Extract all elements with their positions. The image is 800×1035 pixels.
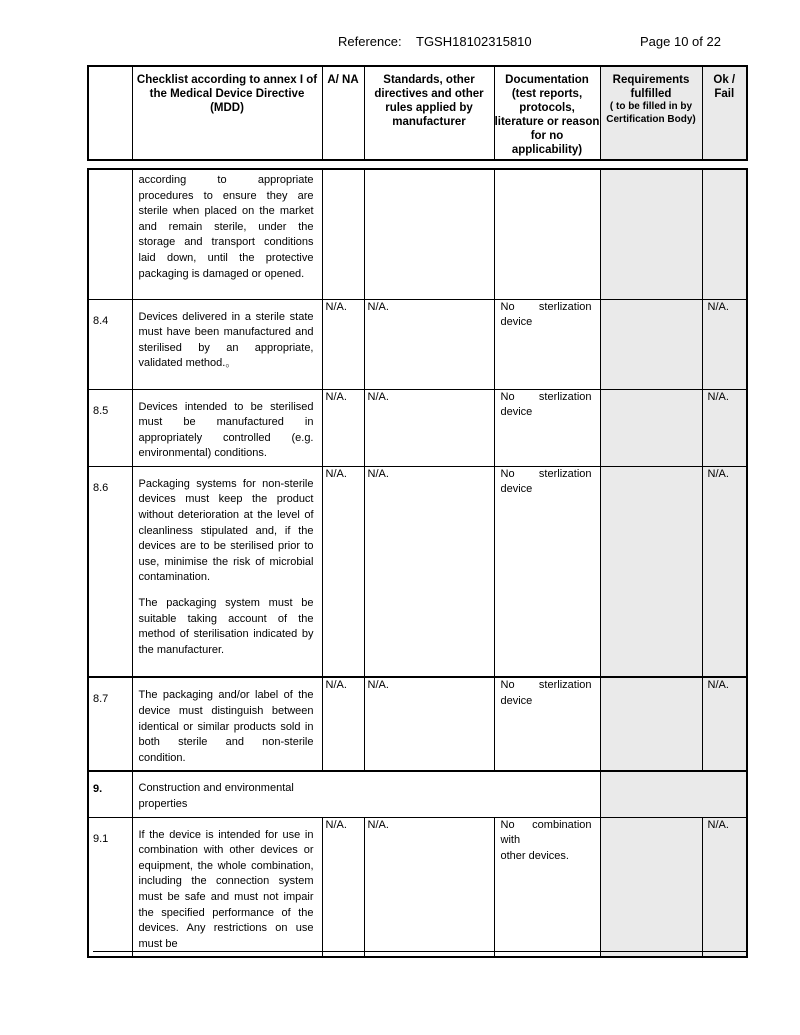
row-requirement-text: Devices intended to be sterilised must be manufactured in appropriately controlled (e.g. environmental) conditions.	[132, 389, 322, 466]
row-documentation	[494, 299, 600, 389]
row-requirements-fulfilled	[600, 169, 702, 299]
header-requirements-main: Requirements fulfilled	[612, 74, 690, 100]
page-header	[0, 34, 800, 52]
row-ana	[322, 169, 364, 299]
header-requirements-sub: ( to be filled in by Certification Body)	[606, 101, 696, 125]
row-standards: N/A.	[364, 299, 494, 389]
row-number: 8.4	[88, 299, 132, 389]
row-requirements-fulfilled	[600, 677, 702, 771]
reference-value: TGSH18102315810	[416, 34, 532, 49]
section-shade	[702, 771, 747, 817]
row-okfail: N/A.	[702, 677, 747, 771]
row-requirement-text: according to appropriate procedures to ensure they are sterile when placed on the market and remain sterile, under the storage and transport conditions laid down, until the protective packaging is damaged or opened.	[132, 169, 322, 299]
documentation-line: No sterlization	[500, 300, 592, 313]
row-standards: N/A.	[364, 677, 494, 771]
section-row	[88, 771, 747, 817]
section-number: 9.	[88, 771, 132, 817]
row-standards	[364, 169, 494, 299]
table-row	[88, 466, 747, 677]
row-requirement-text	[132, 466, 322, 677]
row-number: 8.6	[88, 466, 132, 677]
table-row	[88, 389, 747, 466]
documentation-tail: with	[500, 834, 521, 847]
documentation-line: No sterlization	[500, 679, 592, 692]
row-documentation	[494, 677, 600, 771]
page-number: Page 10 of 22	[640, 34, 721, 49]
row-standards: N/A.	[364, 466, 494, 677]
row-requirements-fulfilled	[600, 389, 702, 466]
row-standards: N/A.	[364, 389, 494, 466]
requirement-paragraph: The packaging system must be suitable taking account of the method of sterilisation indicated by the manufacturer.	[138, 597, 314, 656]
table-row	[88, 817, 747, 957]
row-standards: N/A.	[364, 817, 494, 957]
row-requirement-text: Devices delivered in a sterile state must have been manufactured and sterilised by an appropriate, validated method.。	[132, 299, 322, 389]
row-ana: N/A.	[322, 299, 364, 389]
row-documentation	[494, 169, 600, 299]
row-requirement-text: If the device is intended for use in combination with other devices or equipment, the whole combination, including the connection system must be safe and must not impair the specified performance of the devices. Any restrictions on use must be	[132, 817, 322, 957]
header-documentation: Documentation (test reports, protocols, literature or reason for no applicability)	[494, 66, 600, 160]
row-okfail: N/A.	[702, 817, 747, 957]
section-blank	[494, 771, 600, 817]
row-number: 8.5	[88, 389, 132, 466]
header-standards: Standards, other directives and other rules applied by manufacturer	[364, 66, 494, 160]
documentation-tail: device	[500, 316, 533, 329]
row-requirements-fulfilled	[600, 466, 702, 677]
row-ana: N/A.	[322, 466, 364, 677]
row-okfail	[702, 169, 747, 299]
documentation-tail: device	[500, 694, 533, 707]
row-okfail: N/A.	[702, 299, 747, 389]
row-documentation	[494, 466, 600, 677]
documentation-line: No sterlization	[500, 467, 592, 480]
row-requirements-fulfilled	[600, 299, 702, 389]
table-row	[88, 169, 747, 299]
table-row	[88, 299, 747, 389]
row-number	[88, 169, 132, 299]
header-requirements	[600, 66, 702, 160]
section-blank	[364, 771, 494, 817]
row-ana: N/A.	[322, 817, 364, 957]
row-requirement-text: The packaging and/or label of the device must distinguish between identical or similar products sold in both sterile and non-sterile condition.	[132, 677, 322, 771]
checklist-body-table	[87, 168, 748, 958]
row-number: 8.7	[88, 677, 132, 771]
row-ana: N/A.	[322, 677, 364, 771]
header-ana: A/ NA	[322, 66, 364, 160]
table-row	[88, 677, 747, 771]
section-blank	[322, 771, 364, 817]
row-okfail: N/A.	[702, 466, 747, 677]
documentation-tail: other devices.	[500, 849, 569, 862]
row-documentation	[494, 389, 600, 466]
documentation-line: No combination	[500, 818, 592, 831]
row-okfail: N/A.	[702, 389, 747, 466]
section-shade	[600, 771, 702, 817]
requirement-paragraph: Packaging systems for non-sterile devices must keep the product without deterioration at the level of cleanliness stipulated and, if the devices are to be sterilised prior to use, minimise the risk of microbial contamination.	[138, 477, 314, 584]
section-title: Construction and environmental properties	[132, 771, 322, 817]
checklist-header-table	[87, 65, 748, 161]
reference-label: Reference:	[338, 34, 402, 49]
row-number: 9.1	[88, 817, 132, 957]
row-ana: N/A.	[322, 389, 364, 466]
footer-divider	[93, 951, 746, 952]
documentation-line: No sterlization	[500, 390, 592, 403]
header-checklist: Checklist according to annex I of the Medical Device Directive (MDD)	[132, 66, 322, 160]
row-requirements-fulfilled	[600, 817, 702, 957]
documentation-tail: device	[500, 406, 533, 419]
header-okfail: Ok / Fail	[702, 66, 747, 160]
documentation-tail: device	[500, 483, 533, 496]
header-num-cell	[88, 66, 132, 160]
row-documentation	[494, 817, 600, 957]
